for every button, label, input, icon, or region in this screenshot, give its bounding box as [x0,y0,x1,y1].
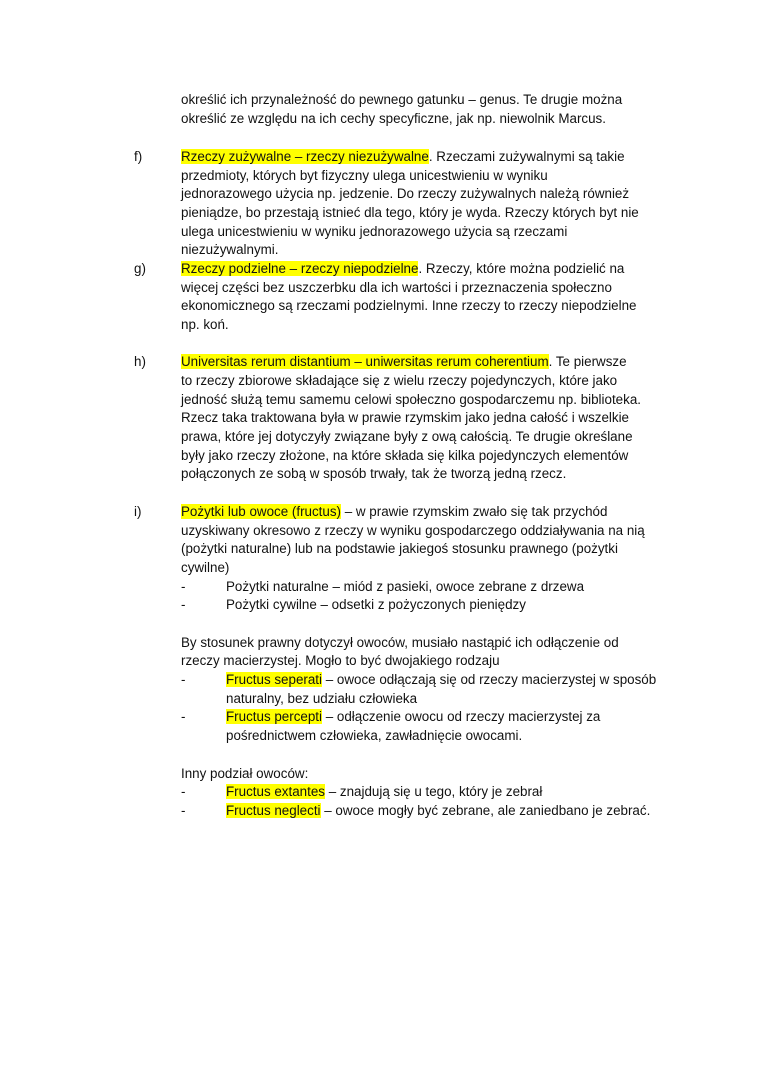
item-h-line-1 [181,353,627,372]
term-fructus-seperati: Fructus seperati [226,672,323,687]
item-i-line-2: uzyskiwany okresowo z rzeczy w wyniku gospodarczego oddziaływania na nią [181,523,645,538]
bullet-fructus-seperati [226,671,656,690]
item-i-heading: Pożytki lub owoce (fructus) [181,504,342,519]
item-f-line-1 [181,148,625,167]
item-i-label: i) [134,504,142,519]
item-h-line-7: połączonych ze sobą w sposób trwały, tak że tworzą jedną rzecz. [181,466,567,481]
fructus-percepti-desc: – odłączenie owocu od rzeczy macierzystej za [322,709,601,724]
item-g-label: g) [134,261,146,276]
fructus-seperati-desc: – owoce odłączają się od rzeczy macierzystej w sposób [322,672,657,687]
fructus-percepti-cont: pośrednictwem człowieka, zawładnięcie owocami. [226,728,523,743]
item-f-line-5: ulega unicestwieniu w wyniku jednorazowego użycia są rzeczami [181,224,568,239]
item-h-line1-rest: . Te pierwsze [548,354,627,369]
term-fructus-extantes: Fructus extantes [226,784,325,799]
item-f-line-2: przedmioty, których byt fizyczny ulega unicestwieniu w wyniku [181,168,548,183]
other-intro: Inny podział owoców: [181,766,309,781]
item-i-line-4: cywilne) [181,560,230,575]
item-h-line-6: były jako rzeczy złożone, na które składa się kilka pojedynczych elementów [181,448,629,463]
item-g-line-3: ekonomicznego są rzeczami podzielnymi. Inne rzeczy to rzeczy niepodzielne [181,298,637,313]
item-g-heading: Rzeczy podzielne – rzeczy niepodzielne [181,261,419,276]
bullet-dash: - [181,672,186,687]
item-h-line-5: prawa, które jej dotyczyły związane były z ową całością. Te drugie określane [181,429,633,444]
bullet-fructus-neglecti [226,802,650,821]
fructus-extantes-desc: – znajdują się u tego, który je zebrał [325,784,543,799]
item-g-line-2: więcej części bez uszczerbku dla ich wartości i przeznaczenia społeczno [181,280,612,295]
fructus-neglecti-desc: – owoce mogły być zebrane, ale zaniedbano je zebrać. [320,803,651,818]
item-f-line-3: jednorazowego użycia np. jedzenie. Do rzeczy zużywalnych należą również [181,186,630,201]
item-h-line-4: Rzecz taka traktowana była w prawie rzymskim jako jedna całość i wszelkie [181,410,630,425]
item-f-line1-rest: . Rzeczami zużywalnymi są takie [428,149,625,164]
item-i-line-1 [181,503,607,522]
intro-line-2: określić ze względu na ich cechy specyficzne, jak np. niewolnik Marcus. [181,111,606,126]
term-fructus-neglecti: Fructus neglecti [226,803,321,818]
item-h-line-2: to rzeczy zbiorowe składające się z wielu rzeczy pojedynczych, które jako [181,373,618,388]
item-g-line-4: np. koń. [181,317,229,332]
item-g-line1-rest: . Rzeczy, które można podzielić na [418,261,625,276]
relation-line-2: rzeczy macierzystej. Mogło to być dwojakiego rodzaju [181,653,500,668]
item-h-line-3: jedność służą temu samemu celowi społeczno gospodarczemu np. biblioteka. [181,392,641,407]
bullet-dash: - [181,709,186,724]
bullet-dash: - [181,784,186,799]
item-h-label: h) [134,354,146,369]
fructus-seperati-cont: naturalny, bez udziału człowieka [226,691,418,706]
item-f-heading: Rzeczy zużywalne – rzeczy niezużywalne [181,149,429,164]
item-f-line-6: niezużywalnymi. [181,242,279,257]
intro-line-1: określić ich przynależność do pewnego gatunku – genus. Te drugie można [181,92,623,107]
term-fructus-percepti: Fructus percepti [226,709,323,724]
item-g-line-1 [181,260,624,279]
item-h-heading: Universitas rerum distantium – uniwersitas rerum coherentium [181,354,549,369]
item-f-line-4: pieniądze, bo przestają istnieć dla tego, który je wyda. Rzeczy których byt nie [181,205,639,220]
item-f-label: f) [134,149,143,164]
bullet-dash: - [181,597,186,612]
bullet-natural-fruits: Pożytki naturalne – miód z pasieki, owoce zebrane z drzewa [226,579,585,594]
relation-line-1: By stosunek prawny dotyczył owoców, musiało nastąpić ich odłączenie od [181,635,619,650]
item-i-line1-rest: – w prawie rzymskim zwało się tak przychód [341,504,608,519]
bullet-dash: - [181,803,186,818]
bullet-dash: - [181,579,186,594]
bullet-fructus-extantes [226,783,542,802]
bullet-fructus-percepti [226,708,600,727]
item-i-line-3: (pożytki naturalne) lub na podstawie jakiegoś stosunku prawnego (pożytki [181,541,618,556]
bullet-civil-fruits: Pożytki cywilne – odsetki z pożyczonych pieniędzy [226,597,526,612]
